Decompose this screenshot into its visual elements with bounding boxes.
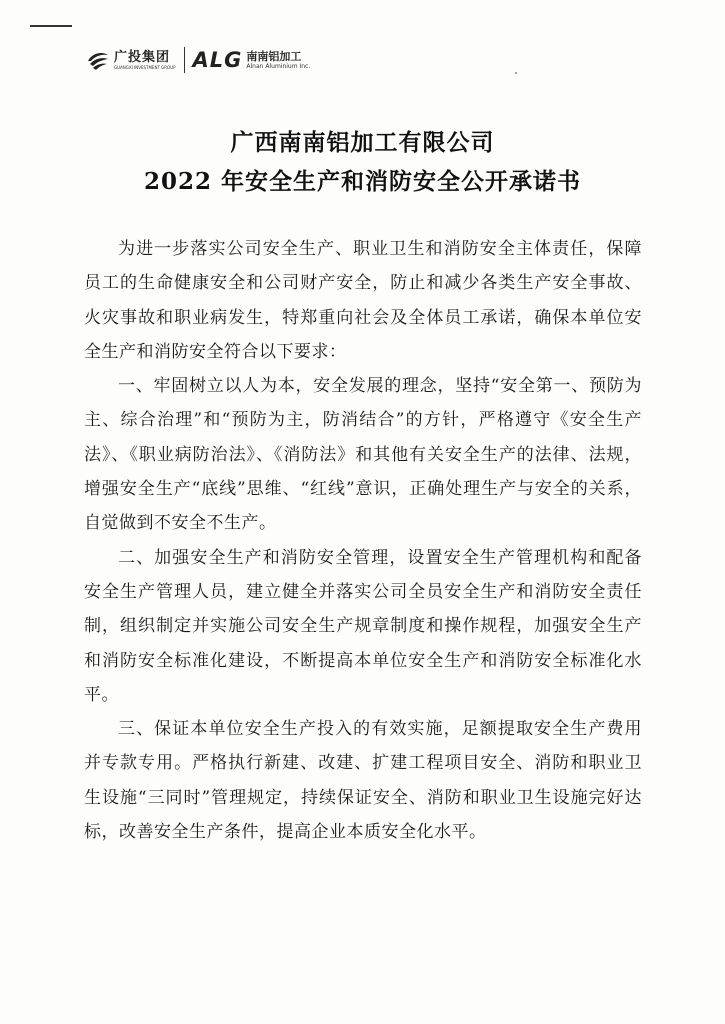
header-logos: [86, 44, 310, 76]
scan-mark: [30, 25, 72, 27]
gig-name-cn: 广投集团: [114, 49, 171, 65]
paragraph-item-1: 一、牢固树立以人为本，安全发展的理念，坚持“安全第一、预防为主、综合治理”和“预防为主，防消结合”的方针，严格遵守《安全生产法》、《职业病防治法》、《消防法》和其他有关安全生产的法律、法规，增强安全生产“底线”思维、“红线”意识，正确处理生产与安全的关系，自觉做到不安全不生产。: [84, 376, 642, 534]
paragraph-intro: 为进一步落实公司安全生产、职业卫生和消防安全主体责任，保障员工的生命健康安全和公司财产安全，防止和减少各类生产安全事故、火灾事故和职业病发生，特郑重向社会及全体员工承诺，确保本单位安全生产和消防安全符合以下要求：: [84, 239, 642, 362]
alg-name-en: Alnan Aluminium Inc.: [246, 62, 311, 70]
alg-logo-text: [246, 51, 310, 70]
logo-divider: [184, 47, 185, 73]
paragraph-item-2: 二、加强安全生产和消防安全管理，设置安全生产管理机构和配备安全生产管理人员，建立健全并落实公司全员安全生产和消防安全责任制，组织制定并实施公司安全生产规章制度和操作规程，加强安全生产和消防安全标准化建设，不断提高本单位安全生产和消防安全标准化水平。: [84, 547, 642, 705]
scan-speck: [515, 72, 517, 74]
gig-logo-icon: [86, 49, 110, 71]
alg-name-cn: 南南铝加工: [246, 49, 302, 63]
gig-name-en: GUANGXI INVESTMENT GROUP: [114, 64, 176, 70]
gig-logo-text: [114, 51, 176, 70]
document-title-main: 2022 年安全生产和消防安全公开承诺书: [143, 168, 582, 195]
alg-logo-mark: ALG: [192, 48, 243, 72]
document-title-company: 广西南南铝加工有限公司: [230, 129, 495, 156]
document-body: [84, 232, 642, 849]
paragraph-item-3: 三、保证本单位安全生产投入的有效实施，足额提取安全生产费用并专款专用。严格执行新建、改建、扩建工程项目安全、消防和职业卫生设施“三同时”管理规定，持续保证安全、消防和职业卫生设施完好达标，改善安全生产条件，提高企业本质安全化水平。: [84, 719, 642, 843]
